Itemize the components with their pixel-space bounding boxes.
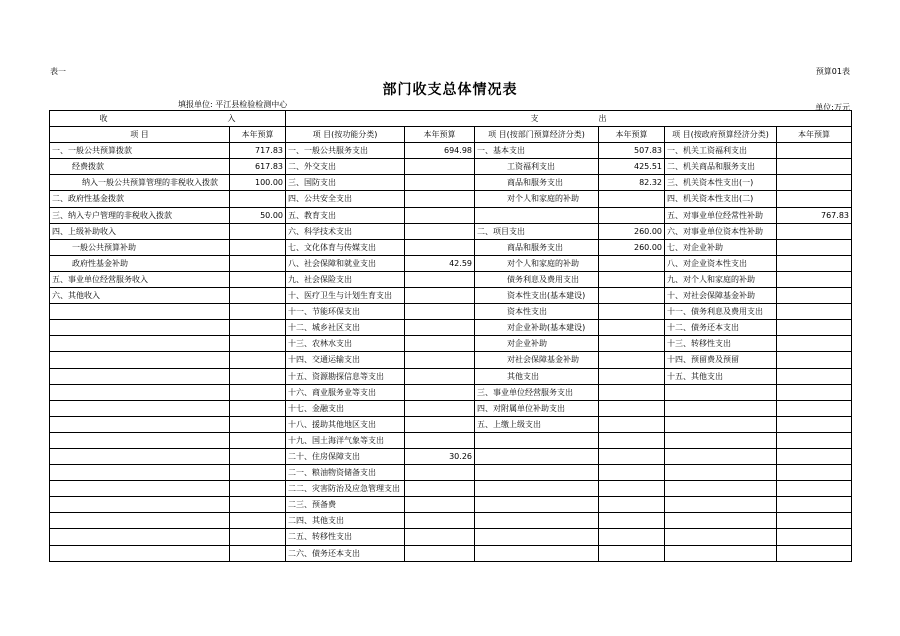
functional-budget-cell xyxy=(405,481,475,497)
dept-econ-item-cell xyxy=(475,432,599,448)
table-row xyxy=(50,448,852,464)
table-row xyxy=(50,384,852,400)
gov-econ-item-cell xyxy=(665,513,777,529)
functional-item-cell: 十六、商业服务业等支出 xyxy=(286,384,405,400)
gov-econ-budget-cell xyxy=(777,432,852,448)
col-header-gov-econ-item: 项 目(按政府预算经济分类) xyxy=(665,127,777,143)
income-header-char-1: 收 xyxy=(99,114,108,123)
income-item-cell xyxy=(50,545,230,561)
functional-item-cell: 二三、预备费 xyxy=(286,497,405,513)
functional-item-cell: 四、公共安全支出 xyxy=(286,191,405,207)
dept-econ-budget-cell: 260.00 xyxy=(599,239,665,255)
dept-econ-item-cell: 二、项目支出 xyxy=(475,223,599,239)
functional-budget-cell xyxy=(405,239,475,255)
table-row xyxy=(50,336,852,352)
table-code-left: 表一 xyxy=(50,67,66,76)
dept-econ-budget-cell xyxy=(599,465,665,481)
gov-econ-budget-cell xyxy=(777,416,852,432)
dept-econ-budget-cell xyxy=(599,545,665,561)
table-row xyxy=(50,497,852,513)
gov-econ-item-cell xyxy=(665,432,777,448)
dept-econ-item-cell xyxy=(475,529,599,545)
dept-econ-budget-cell xyxy=(599,368,665,384)
income-budget-cell xyxy=(230,416,286,432)
functional-budget-cell xyxy=(405,175,475,191)
income-item-cell xyxy=(50,513,230,529)
income-item-cell xyxy=(50,448,230,464)
gov-econ-budget-cell xyxy=(777,159,852,175)
table-row xyxy=(50,288,852,304)
gov-econ-budget-cell xyxy=(777,448,852,464)
gov-econ-item-cell: 三、机关资本性支出(一) xyxy=(665,175,777,191)
table-row xyxy=(50,223,852,239)
dept-econ-item-cell: 资本性支出 xyxy=(475,304,599,320)
gov-econ-budget-cell: 767.83 xyxy=(777,207,852,223)
functional-budget-cell xyxy=(405,545,475,561)
gov-econ-budget-cell xyxy=(777,465,852,481)
dept-econ-item-cell: 对个人和家庭的补助 xyxy=(475,191,599,207)
table-row xyxy=(50,191,852,207)
dept-econ-item-cell xyxy=(475,207,599,223)
functional-budget-cell xyxy=(405,400,475,416)
dept-econ-item-cell xyxy=(475,545,599,561)
income-item-cell xyxy=(50,497,230,513)
dept-econ-budget-cell xyxy=(599,481,665,497)
functional-item-cell: 六、科学技术支出 xyxy=(286,223,405,239)
gov-econ-item-cell xyxy=(665,529,777,545)
table-row xyxy=(50,239,852,255)
table-row xyxy=(50,368,852,384)
income-budget-cell xyxy=(230,223,286,239)
income-budget-cell xyxy=(230,448,286,464)
functional-budget-cell xyxy=(405,368,475,384)
gov-econ-item-cell xyxy=(665,416,777,432)
functional-budget-cell: 30.26 xyxy=(405,448,475,464)
income-budget-cell xyxy=(230,320,286,336)
income-item-cell xyxy=(50,320,230,336)
income-item-cell: 一般公共预算补助 xyxy=(50,239,230,255)
gov-econ-item-cell: 二、机关商品和服务支出 xyxy=(665,159,777,175)
gov-econ-budget-cell xyxy=(777,223,852,239)
income-item-cell xyxy=(50,432,230,448)
budget-table xyxy=(49,110,852,562)
gov-econ-item-cell: 一、机关工资福利支出 xyxy=(665,143,777,159)
table-row xyxy=(50,143,852,159)
income-item-cell: 纳入一般公共预算管理的非税收入拨款 xyxy=(50,175,230,191)
gov-econ-item-cell: 十五、其他支出 xyxy=(665,368,777,384)
dept-econ-item-cell xyxy=(475,481,599,497)
table-row xyxy=(50,545,852,561)
functional-budget-cell xyxy=(405,304,475,320)
income-item-cell: 四、上级补助收入 xyxy=(50,223,230,239)
functional-budget-cell xyxy=(405,384,475,400)
expense-group-header xyxy=(286,111,852,127)
income-item-cell xyxy=(50,336,230,352)
income-item-cell xyxy=(50,304,230,320)
income-budget-cell xyxy=(230,497,286,513)
functional-budget-cell xyxy=(405,320,475,336)
dept-econ-budget-cell xyxy=(599,384,665,400)
functional-budget-cell xyxy=(405,207,475,223)
income-item-cell xyxy=(50,529,230,545)
dept-econ-budget-cell xyxy=(599,271,665,287)
income-item-cell xyxy=(50,368,230,384)
gov-econ-budget-cell xyxy=(777,368,852,384)
table-row xyxy=(50,255,852,271)
functional-item-cell: 二一、粮油物资储备支出 xyxy=(286,465,405,481)
income-budget-cell xyxy=(230,400,286,416)
functional-item-cell: 二、外交支出 xyxy=(286,159,405,175)
table-row xyxy=(50,320,852,336)
dept-econ-budget-cell xyxy=(599,207,665,223)
functional-budget-cell xyxy=(405,513,475,529)
table-row xyxy=(50,159,852,175)
table-code-right: 预算01表 xyxy=(815,67,850,76)
income-budget-cell xyxy=(230,432,286,448)
dept-econ-item-cell: 对企业补助(基本建设) xyxy=(475,320,599,336)
column-header-row xyxy=(50,127,852,143)
functional-item-cell: 二二、灾害防治及应急管理支出 xyxy=(286,481,405,497)
table-row xyxy=(50,432,852,448)
income-item-cell xyxy=(50,481,230,497)
functional-budget-cell xyxy=(405,223,475,239)
dept-econ-budget-cell xyxy=(599,432,665,448)
dept-econ-budget-cell xyxy=(599,304,665,320)
dept-econ-item-cell: 工资福利支出 xyxy=(475,159,599,175)
gov-econ-budget-cell xyxy=(777,143,852,159)
functional-budget-cell xyxy=(405,159,475,175)
income-item-cell: 五、事业单位经营服务收入 xyxy=(50,271,230,287)
group-header-row xyxy=(50,111,852,127)
gov-econ-item-cell: 十二、债务还本支出 xyxy=(665,320,777,336)
dept-econ-item-cell: 商品和服务支出 xyxy=(475,239,599,255)
functional-item-cell: 三、国防支出 xyxy=(286,175,405,191)
functional-item-cell: 二四、其他支出 xyxy=(286,513,405,529)
income-item-cell xyxy=(50,384,230,400)
dept-econ-budget-cell xyxy=(599,255,665,271)
page-title: 部门收支总体情况表 xyxy=(382,82,518,98)
income-item-cell xyxy=(50,465,230,481)
gov-econ-budget-cell xyxy=(777,320,852,336)
income-budget-cell xyxy=(230,239,286,255)
functional-budget-cell xyxy=(405,432,475,448)
dept-econ-budget-cell xyxy=(599,400,665,416)
income-budget-cell: 50.00 xyxy=(230,207,286,223)
income-item-cell: 三、纳入专户管理的非税收入拨款 xyxy=(50,207,230,223)
income-budget-cell xyxy=(230,336,286,352)
gov-econ-budget-cell xyxy=(777,497,852,513)
dept-econ-item-cell: 债务利息及费用支出 xyxy=(475,271,599,287)
dept-econ-item-cell: 四、对附属单位补助支出 xyxy=(475,400,599,416)
income-budget-cell xyxy=(230,352,286,368)
income-budget-cell xyxy=(230,481,286,497)
dept-econ-item-cell: 一、基本支出 xyxy=(475,143,599,159)
income-group-header xyxy=(50,111,286,127)
dept-econ-item-cell: 资本性支出(基本建设) xyxy=(475,288,599,304)
dept-econ-budget-cell xyxy=(599,416,665,432)
income-item-cell xyxy=(50,416,230,432)
gov-econ-item-cell xyxy=(665,481,777,497)
functional-item-cell: 八、社会保障和就业支出 xyxy=(286,255,405,271)
table-row xyxy=(50,481,852,497)
gov-econ-budget-cell xyxy=(777,384,852,400)
gov-econ-item-cell xyxy=(665,400,777,416)
functional-item-cell: 十八、援助其他地区支出 xyxy=(286,416,405,432)
income-item-cell: 一、一般公共预算拨款 xyxy=(50,143,230,159)
gov-econ-item-cell: 四、机关资本性支出(二) xyxy=(665,191,777,207)
table-row xyxy=(50,304,852,320)
col-header-functional-budget: 本年预算 xyxy=(405,127,475,143)
income-budget-cell xyxy=(230,513,286,529)
functional-item-cell: 一、一般公共服务支出 xyxy=(286,143,405,159)
filling-unit: 填报单位: 平江县检验检测中心 xyxy=(178,100,288,109)
dept-econ-item-cell xyxy=(475,513,599,529)
dept-econ-item-cell: 对个人和家庭的补助 xyxy=(475,255,599,271)
income-item-cell: 经费拨款 xyxy=(50,159,230,175)
income-budget-cell: 717.83 xyxy=(230,143,286,159)
gov-econ-budget-cell xyxy=(777,191,852,207)
table-row xyxy=(50,465,852,481)
functional-item-cell: 九、社会保险支出 xyxy=(286,271,405,287)
functional-budget-cell: 42.59 xyxy=(405,255,475,271)
gov-econ-item-cell: 六、对事业单位资本性补助 xyxy=(665,223,777,239)
table-row xyxy=(50,175,852,191)
gov-econ-item-cell: 七、对企业补助 xyxy=(665,239,777,255)
table-row xyxy=(50,513,852,529)
functional-item-cell: 十五、资源勘探信息等支出 xyxy=(286,368,405,384)
income-item-cell: 政府性基金补助 xyxy=(50,255,230,271)
table-row xyxy=(50,416,852,432)
dept-econ-budget-cell xyxy=(599,288,665,304)
col-header-gov-econ-budget: 本年预算 xyxy=(777,127,852,143)
dept-econ-budget-cell xyxy=(599,191,665,207)
expense-header-char-2: 出 xyxy=(598,114,607,123)
income-item-cell xyxy=(50,400,230,416)
col-header-income-item: 项 目 xyxy=(50,127,230,143)
income-budget-cell xyxy=(230,384,286,400)
table-row xyxy=(50,207,852,223)
dept-econ-budget-cell xyxy=(599,336,665,352)
dept-econ-budget-cell xyxy=(599,320,665,336)
gov-econ-item-cell xyxy=(665,448,777,464)
dept-econ-budget-cell: 260.00 xyxy=(599,223,665,239)
income-budget-cell xyxy=(230,255,286,271)
expense-header-char-1: 支 xyxy=(530,114,539,123)
income-budget-cell xyxy=(230,529,286,545)
dept-econ-item-cell: 其他支出 xyxy=(475,368,599,384)
table-row xyxy=(50,400,852,416)
table-row xyxy=(50,271,852,287)
gov-econ-item-cell: 十三、转移性支出 xyxy=(665,336,777,352)
gov-econ-budget-cell xyxy=(777,239,852,255)
functional-budget-cell xyxy=(405,465,475,481)
currency-unit: 单位:万元 xyxy=(815,103,850,112)
gov-econ-budget-cell xyxy=(777,481,852,497)
table-row xyxy=(50,529,852,545)
gov-econ-budget-cell xyxy=(777,271,852,287)
gov-econ-budget-cell xyxy=(777,513,852,529)
gov-econ-item-cell xyxy=(665,497,777,513)
functional-item-cell: 十二、城乡社区支出 xyxy=(286,320,405,336)
dept-econ-budget-cell: 507.83 xyxy=(599,143,665,159)
income-budget-cell xyxy=(230,304,286,320)
dept-econ-budget-cell xyxy=(599,448,665,464)
functional-budget-cell xyxy=(405,271,475,287)
functional-item-cell: 十七、金融支出 xyxy=(286,400,405,416)
col-header-functional-item: 项 目(按功能分类) xyxy=(286,127,405,143)
dept-econ-budget-cell: 425.51 xyxy=(599,159,665,175)
dept-econ-item-cell: 商品和服务支出 xyxy=(475,175,599,191)
dept-econ-budget-cell: 82.32 xyxy=(599,175,665,191)
income-budget-cell xyxy=(230,191,286,207)
dept-econ-item-cell xyxy=(475,497,599,513)
functional-item-cell: 十、医疗卫生与计划生育支出 xyxy=(286,288,405,304)
functional-item-cell: 十九、国土海洋气象等支出 xyxy=(286,432,405,448)
income-budget-cell: 617.83 xyxy=(230,159,286,175)
functional-budget-cell xyxy=(405,497,475,513)
dept-econ-item-cell: 对企业补助 xyxy=(475,336,599,352)
functional-item-cell: 十四、交通运输支出 xyxy=(286,352,405,368)
dept-econ-budget-cell xyxy=(599,529,665,545)
gov-econ-item-cell: 五、对事业单位经常性补助 xyxy=(665,207,777,223)
dept-econ-budget-cell xyxy=(599,513,665,529)
income-budget-cell xyxy=(230,288,286,304)
functional-budget-cell xyxy=(405,529,475,545)
functional-item-cell: 二十、住房保障支出 xyxy=(286,448,405,464)
gov-econ-item-cell xyxy=(665,384,777,400)
gov-econ-budget-cell xyxy=(777,175,852,191)
functional-item-cell: 七、文化体育与传媒支出 xyxy=(286,239,405,255)
dept-econ-item-cell: 五、上缴上级支出 xyxy=(475,416,599,432)
gov-econ-budget-cell xyxy=(777,304,852,320)
dept-econ-item-cell: 三、事业单位经营服务支出 xyxy=(475,384,599,400)
gov-econ-item-cell: 八、对企业资本性支出 xyxy=(665,255,777,271)
gov-econ-item-cell xyxy=(665,465,777,481)
income-budget-cell xyxy=(230,465,286,481)
functional-item-cell: 十一、节能环保支出 xyxy=(286,304,405,320)
gov-econ-item-cell: 十四、预留费及预留 xyxy=(665,352,777,368)
gov-econ-budget-cell xyxy=(777,288,852,304)
gov-econ-item-cell xyxy=(665,545,777,561)
income-item-cell: 二、政府性基金拨款 xyxy=(50,191,230,207)
functional-item-cell: 十三、农林水支出 xyxy=(286,336,405,352)
functional-item-cell: 二五、转移性支出 xyxy=(286,529,405,545)
gov-econ-budget-cell xyxy=(777,352,852,368)
dept-econ-budget-cell xyxy=(599,497,665,513)
income-budget-cell xyxy=(230,368,286,384)
col-header-dept-econ-budget: 本年预算 xyxy=(599,127,665,143)
income-budget-cell: 100.00 xyxy=(230,175,286,191)
functional-budget-cell: 694.98 xyxy=(405,143,475,159)
dept-econ-item-cell xyxy=(475,448,599,464)
functional-budget-cell xyxy=(405,288,475,304)
income-item-cell xyxy=(50,352,230,368)
dept-econ-item-cell xyxy=(475,465,599,481)
income-item-cell: 六、其他收入 xyxy=(50,288,230,304)
gov-econ-budget-cell xyxy=(777,545,852,561)
gov-econ-budget-cell xyxy=(777,529,852,545)
gov-econ-budget-cell xyxy=(777,255,852,271)
functional-budget-cell xyxy=(405,416,475,432)
dept-econ-budget-cell xyxy=(599,352,665,368)
functional-item-cell: 二六、债务还本支出 xyxy=(286,545,405,561)
functional-budget-cell xyxy=(405,191,475,207)
income-header-char-2: 入 xyxy=(227,114,236,123)
gov-econ-item-cell: 十一、债务利息及费用支出 xyxy=(665,304,777,320)
gov-econ-budget-cell xyxy=(777,336,852,352)
functional-budget-cell xyxy=(405,336,475,352)
income-budget-cell xyxy=(230,545,286,561)
col-header-income-budget: 本年预算 xyxy=(230,127,286,143)
table-row xyxy=(50,352,852,368)
gov-econ-item-cell: 十、对社会保障基金补助 xyxy=(665,288,777,304)
functional-item-cell: 五、教育支出 xyxy=(286,207,405,223)
functional-budget-cell xyxy=(405,352,475,368)
gov-econ-budget-cell xyxy=(777,400,852,416)
income-budget-cell xyxy=(230,271,286,287)
dept-econ-item-cell: 对社会保障基金补助 xyxy=(475,352,599,368)
gov-econ-item-cell: 九、对个人和家庭的补助 xyxy=(665,271,777,287)
col-header-dept-econ-item: 项 目(按部门预算经济分类) xyxy=(475,127,599,143)
